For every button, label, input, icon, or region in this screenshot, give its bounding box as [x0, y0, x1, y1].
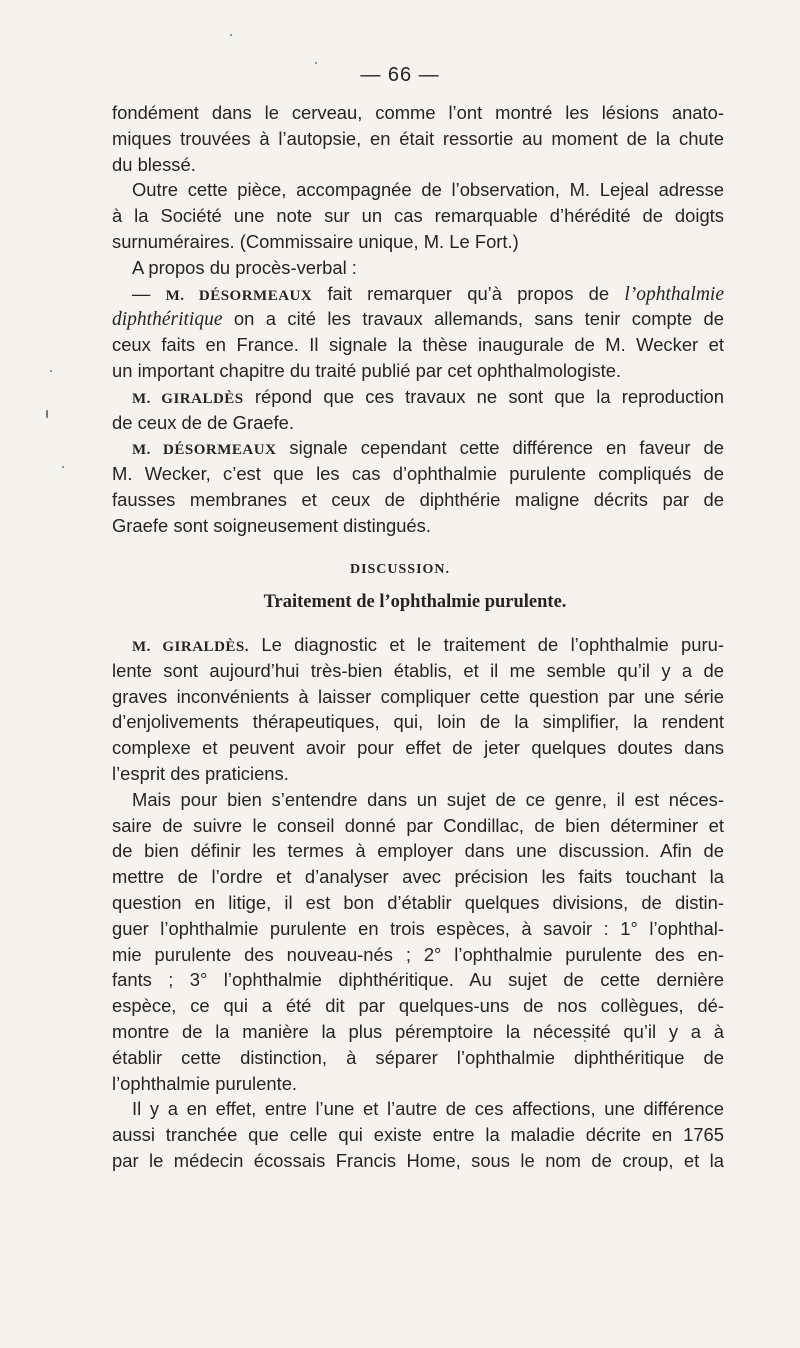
text-line: Il y a en effet, entre l’une et l’autre de ces affections, une différence — [132, 1098, 724, 1120]
scan-speck — [62, 466, 64, 468]
text-line: Outre cette pièce, accompagnée de l’observation, M. Lejeal adresse — [132, 179, 724, 201]
scan-speck — [50, 370, 52, 372]
paragraph-opening — [112, 100, 724, 539]
speaker-line — [112, 632, 724, 658]
text-line: un important chapitre du traité publié par cet ophthalmologiste. — [112, 359, 622, 381]
discussion-body — [112, 632, 724, 1174]
text-line: mettre de l’ordre et d’analyser avec précision les faits touchant la — [112, 866, 724, 888]
text-line: d’enjolivements thérapeutiques, qui, loin de la simplifier, la rendent — [112, 711, 724, 733]
discussion-heading: DISCUSSION. — [349, 562, 451, 577]
speech-text: on a cité les travaux allemands, sans tenir compte de — [233, 308, 724, 330]
text-line: de ceux de de Graefe. — [112, 411, 294, 433]
text-line: du blessé. — [112, 153, 196, 175]
speech-text: répond que ces travaux ne sont que la reproduction — [254, 385, 725, 407]
text-line: guer l’ophthalmie purulente en trois espèces, à savoir : 1° l’ophthal- — [112, 917, 724, 939]
text-line: de bien définir les termes à employer dans une discussion. Afin de — [112, 840, 724, 862]
speaker-line — [112, 281, 724, 307]
page-number: — 66 — — [360, 64, 440, 86]
text-line — [112, 306, 724, 332]
italic-term: l’ophthalmie — [624, 283, 724, 305]
text-line: établir cette distinction, à séparer l’ophthalmie diphthéritique de — [112, 1046, 724, 1068]
text-line: complexe et peuvent avoir pour effet de jeter quelques doutes dans — [112, 737, 724, 759]
speaker-line — [112, 435, 724, 461]
section-title: Traitement de l’ophthalmie purulente. — [263, 592, 567, 612]
text-line: espèce, ce qui a été dit par quelques-uns de nos collègues, dé- — [112, 995, 724, 1017]
speech-text: fait remarquer qu’à propos de — [327, 282, 610, 304]
speech-text: signale cependant cette différence en faveur de — [289, 437, 724, 459]
speech-text: Le diagnostic et le traitement de l’ophthalmie puru- — [261, 634, 724, 655]
speaker-name: M. GIRALDÈS — [132, 390, 244, 407]
italic-term: diphthéritique — [112, 309, 223, 331]
speaker-name: M. DÉSORMEAUX — [132, 442, 277, 459]
text-line: fausses membranes et ceux de diphthérie maligne décrits par de — [112, 488, 724, 510]
text-line: montre de la manière la plus péremptoire la nécessité qu’il y a à — [112, 1020, 724, 1042]
text-line: lente sont aujourd’hui très-bien établis, et il me semble qu’il y a de — [112, 659, 724, 681]
text-line: fants ; 3° l’ophthalmie diphthéritique. Au sujet de cette dernière — [112, 969, 724, 991]
scan-speck — [230, 34, 232, 36]
text-line: Graefe sont soigneusement distingués. — [112, 514, 431, 536]
text-line: par le médecin écossais Francis Home, sous le nom de croup, et la — [112, 1149, 724, 1171]
text-line: surnuméraires. (Commissaire unique, M. Le Fort.) — [112, 230, 519, 252]
text-line: M. Wecker, c’est que les cas d’ophthalmie purulente compliqués de — [112, 463, 724, 485]
speaker-name: M. DÉSORMEAUX — [165, 287, 313, 304]
text-line: l’esprit des praticiens. — [112, 762, 289, 784]
text-line: mie purulente des nouveau-nés ; 2° l’ophthalmie purulente des en- — [112, 943, 724, 965]
text-line: l’ophthalmie purulente. — [112, 1072, 298, 1094]
text-line: graves inconvénients à laisser compliquer cette question par une série — [112, 685, 724, 707]
scan-speck — [46, 410, 48, 418]
text-line: aussi tranchée que celle qui existe entre la maladie décrite en 1765 — [112, 1124, 724, 1146]
text-line: saire de suivre le conseil donné par Condillac, de bien déterminer et — [112, 814, 724, 836]
text-line: A propos du procès-verbal : — [132, 256, 357, 278]
speaker-name: M. GIRALDÈS. — [132, 639, 249, 655]
text-line: à la Société une note sur un cas remarquable d’hérédité de doigts — [112, 205, 724, 227]
text-line: ceux faits en France. Il signale la thèse inaugurale de M. Wecker et — [112, 334, 724, 356]
text-line: miques trouvées à l’autopsie, en était ressortie au moment de la chute — [112, 127, 724, 149]
text-line: question en litige, il est bon d’établir quelques divisions, de distin- — [112, 891, 724, 913]
speaker-line — [112, 384, 724, 410]
dash: — — [132, 282, 151, 304]
text-line: Mais pour bien s’entendre dans un sujet de ce genre, il est néces- — [132, 788, 724, 810]
text-line: fondément dans le cerveau, comme l’ont montré les lésions anato- — [112, 102, 724, 123]
